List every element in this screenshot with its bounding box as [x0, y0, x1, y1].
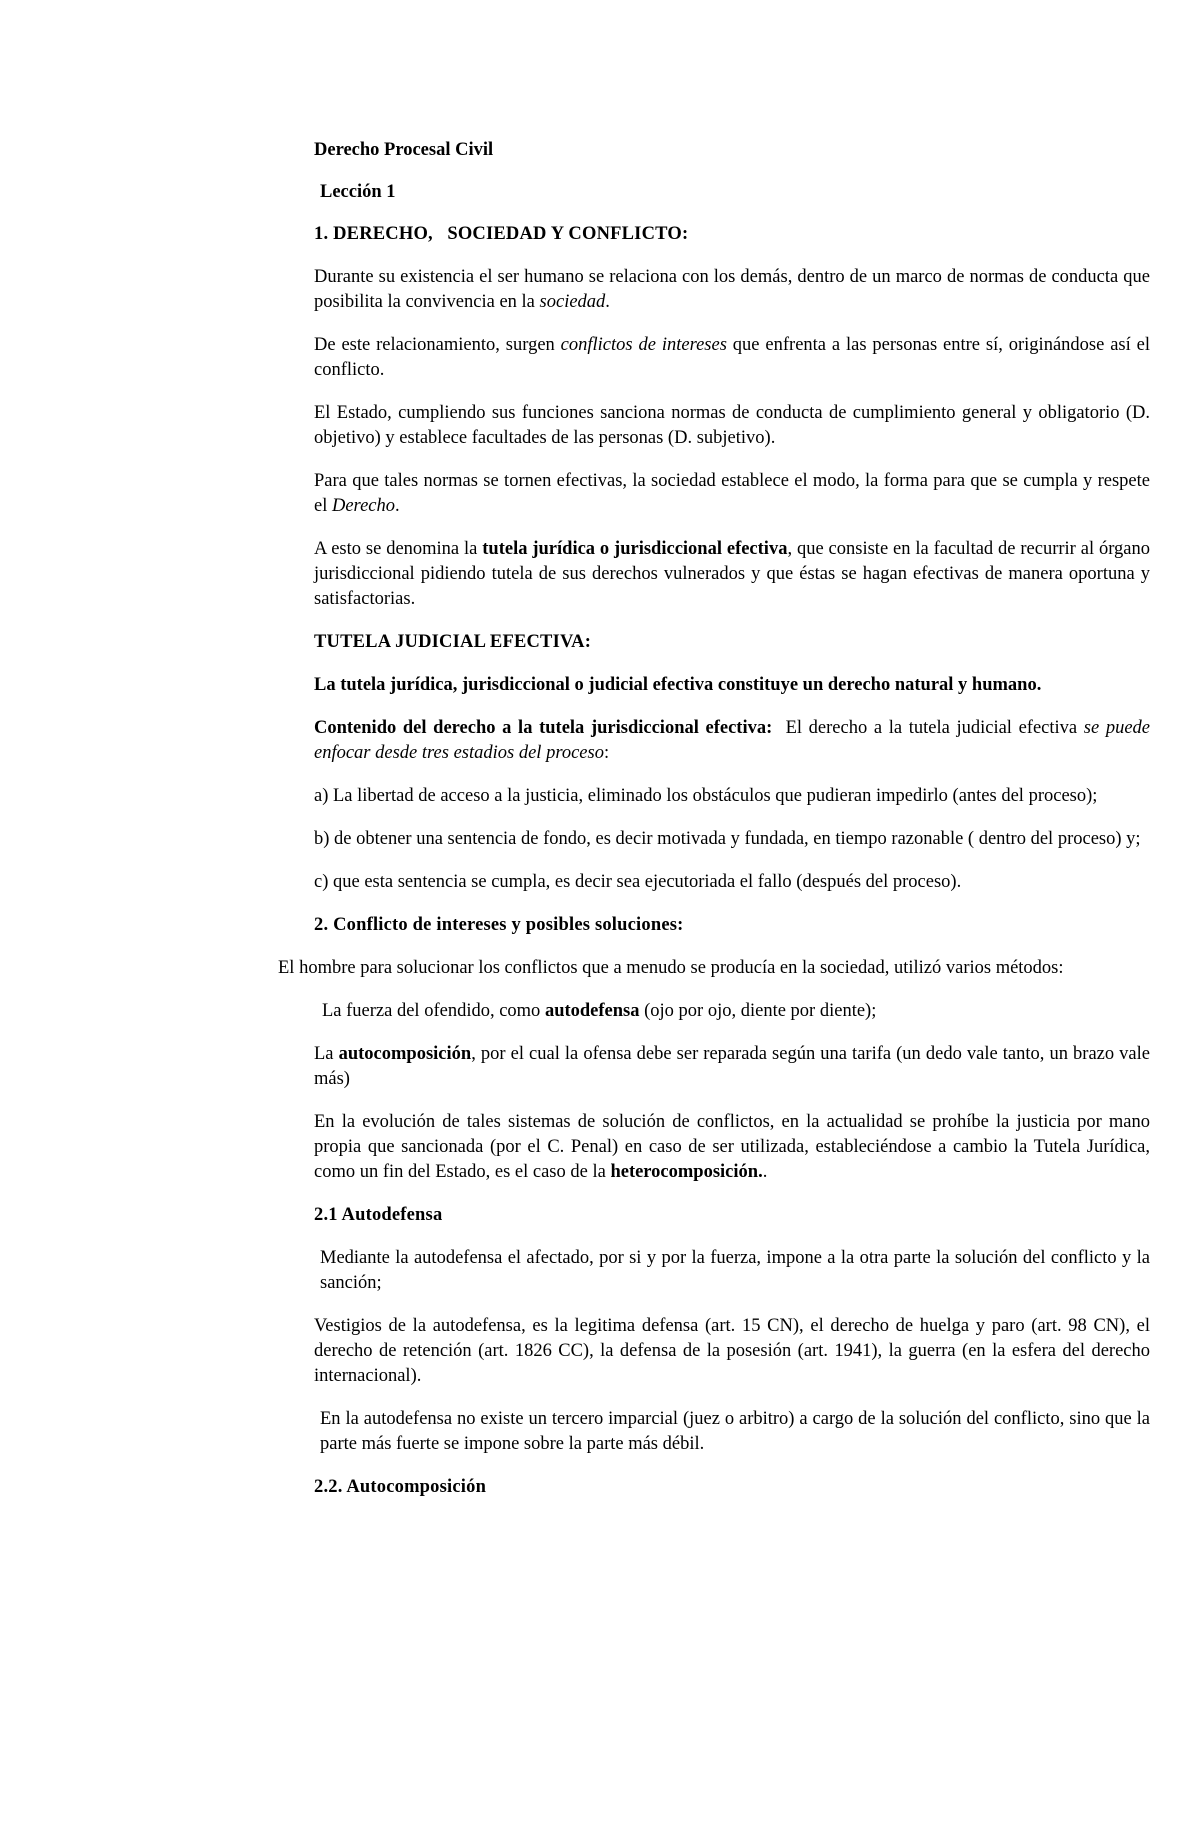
tutela-statement: La tutela jurídica, jurisdiccional o judicial efectiva constituye un derecho natural y humano. — [314, 675, 1042, 695]
paragraph-text: , que consiste en la facultad de recurrir al órgano jurisdiccional pidiendo tutela de sus derechos vulnerados y que éstas se hagan efectivas de manera oportuna y satisfactorias. — [314, 539, 1150, 609]
paragraph-tutela-juridica — [314, 537, 1150, 612]
paragraph-text: : — [603, 743, 610, 763]
paragraph-text: (ojo por ojo, diente por diente); — [639, 1001, 877, 1021]
list-item-c: c) que esta sentencia se cumpla, es decir sea ejecutoriada el fallo (después del proceso). — [314, 872, 962, 892]
section-2-heading: 2. Conflicto de intereses y posibles soluciones: — [314, 915, 684, 935]
document-title: Derecho Procesal Civil — [314, 140, 494, 160]
list-item-a: a) La libertad de acceso a la justicia, eliminado los obstáculos que pudieran impedirlo (antes del proceso); — [314, 786, 1098, 806]
paragraph-text: . — [395, 496, 400, 516]
paragraph-text: . — [762, 1162, 768, 1182]
paragraph-text: . — [605, 292, 610, 312]
paragraph-hombre: El hombre para solucionar los conflictos que a menudo se producía en la sociedad, utilizó varios métodos: — [278, 958, 1064, 978]
italic-term: sociedad — [539, 292, 606, 312]
paragraph-text: La fuerza del ofendido, como — [322, 1001, 545, 1021]
paragraph-text: La — [314, 1044, 339, 1064]
document-body — [278, 138, 1150, 1518]
bold-term: heterocomposición. — [610, 1162, 763, 1182]
paragraph-text: Durante su existencia el ser humano se relaciona con los demás, dentro de un marco de normas de conducta que posibilita la convivencia en la — [314, 267, 1150, 312]
paragraph-autocomposicion — [314, 1042, 1150, 1092]
subsection-2-2-heading: 2.2. Autocomposición — [314, 1477, 487, 1497]
bold-term: autodefensa — [544, 1001, 640, 1021]
lesson-label: Lección 1 — [320, 182, 396, 202]
paragraph-text: que enfrenta a las personas entre sí, originándose así el conflicto. — [314, 335, 1150, 380]
paragraph-vestigios: Vestigios de la autodefensa, es la legitima defensa (art. 15 CN), el derecho de huelga y paro (art. 98 CN), el derecho de retención (art. 1826 CC), la defensa de la posesión (art. 1941), la guerra (en la esfera del derecho internacional). — [314, 1316, 1150, 1386]
bold-term: Contenido del derecho a la tutela jurisdiccional efectiva: — [314, 718, 773, 738]
paragraph-text: Para que tales normas se tornen efectivas, la sociedad establece el modo, la forma para que se cumpla y respete el — [314, 471, 1150, 516]
paragraph-text: En la evolución de tales sistemas de solución de conflictos, en la actualidad se prohíbe la justicia por mano propia que sancionada (por el C. Penal) en caso de ser utilizada, estableciéndose a cambio la Tutela Jurídica, como un fin del Estado, es el caso de la — [314, 1112, 1150, 1182]
paragraph-evolucion — [314, 1110, 1150, 1185]
paragraph-text: A esto se denomina la — [314, 539, 483, 559]
tutela-heading: TUTELA JUDICIAL EFECTIVA: — [314, 632, 592, 652]
italic-term: Derecho — [331, 496, 395, 516]
paragraph-text: De este relacionamiento, surgen — [314, 335, 561, 355]
paragraph-estado: El Estado, cumpliendo sus funciones sanciona normas de conducta de cumplimiento general y obligatorio (D. objetivo) y establece facultades de las personas (D. subjetivo). — [314, 403, 1150, 448]
paragraph-conflictos — [314, 333, 1150, 383]
paragraph-autodefensa-mediante: Mediante la autodefensa el afectado, por si y por la fuerza, impone a la otra parte la solución del conflicto y la sanción; — [320, 1248, 1150, 1293]
bold-term: tutela jurídica o jurisdiccional efectiva — [482, 539, 788, 559]
paragraph-tercero-imparcial: En la autodefensa no existe un tercero imparcial (juez o arbitro) a cargo de la solución del conflicto, sino que la parte más fuerte se impone sobre la parte más débil. — [320, 1409, 1150, 1454]
subsection-2-1-heading: 2.1 Autodefensa — [314, 1205, 443, 1225]
italic-term: conflictos de intereses — [560, 335, 727, 355]
paragraph-contenido — [314, 716, 1150, 766]
paragraph-normas — [314, 469, 1150, 519]
bold-term: autocomposición — [338, 1044, 472, 1064]
paragraph-fuerza — [314, 999, 1150, 1024]
paragraph-sociedad — [314, 265, 1150, 315]
paragraph-text: El derecho a la tutela judicial efectiva — [772, 718, 1084, 738]
section-1-heading: 1. DERECHO, SOCIEDAD Y CONFLICTO: — [314, 224, 689, 244]
paragraph-text: , por el cual la ofensa debe ser reparada según una tarifa (un dedo vale tanto, un brazo vale más) — [314, 1044, 1150, 1089]
list-item-b: b) de obtener una sentencia de fondo, es decir motivada y fundada, en tiempo razonable ( dentro del proceso) y; — [314, 829, 1141, 849]
italic-term: se puede enfocar desde tres estadios del proceso — [314, 718, 1150, 763]
